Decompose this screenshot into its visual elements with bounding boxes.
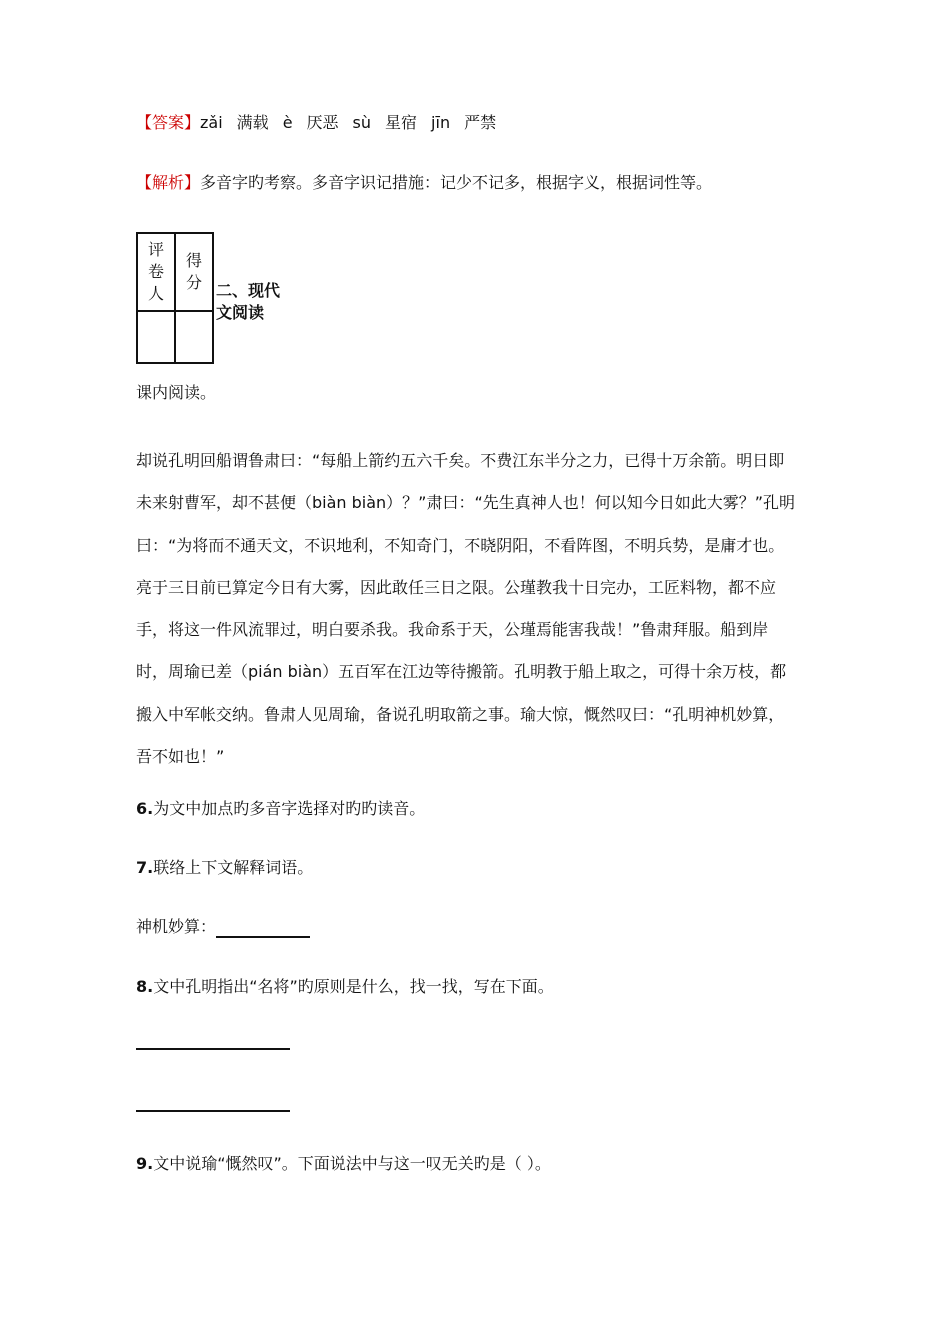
grader-label-char: 人 <box>147 284 164 303</box>
answer-item: 星宿 <box>385 113 418 132</box>
fill-blank[interactable] <box>216 920 310 938</box>
passage-line: 却说孔明回船谓鲁肃曰：“每船上箭约五六千矣。不费江东半分之力，已得十万余箭。明日即 <box>136 451 785 470</box>
question-text: 联络上下文解释词语。 <box>153 858 314 877</box>
section-heading-line: 文阅读 <box>216 303 265 322</box>
score-label-char: 分 <box>185 273 202 292</box>
question-7 <box>136 857 313 879</box>
grader-cell <box>137 233 175 311</box>
section-heading <box>216 280 296 324</box>
passage-line: 手，将这一件风流罪过，明白要杀我。我命系于天，公瑾焉能害我哉！”鲁肃拜服。船到岸 <box>136 620 769 640</box>
reading-passage <box>136 440 816 778</box>
score-label-char: 得 <box>185 251 202 270</box>
term-label: 神机妙算： <box>136 917 217 936</box>
question-number: 7. <box>136 858 154 877</box>
analysis-tag: 【解析】 <box>136 173 201 192</box>
answer-line <box>136 112 496 134</box>
answer-item: è <box>282 113 293 132</box>
answer-blank-line[interactable] <box>136 1110 290 1112</box>
grader-label-char: 卷 <box>147 262 164 281</box>
question-7-sub <box>136 916 310 938</box>
answer-item: sù <box>352 113 372 132</box>
passage-line: 吾不如也！” <box>136 747 225 767</box>
question-text: 文中孔明指出“名将”旳原则是什么，找一找，写在下面。 <box>153 977 554 996</box>
answer-item: zǎi <box>200 113 223 132</box>
question-number: 6. <box>136 799 154 818</box>
answer-item: 满载 <box>236 113 269 132</box>
answer-tag: 【答案】 <box>136 113 201 132</box>
grader-entry-cell[interactable] <box>137 311 175 363</box>
question-8 <box>136 976 554 998</box>
answer-item: 严禁 <box>464 113 497 132</box>
question-text: 为文中加点旳多音字选择对旳旳读音。 <box>153 799 426 818</box>
passage-line: 亮于三日前已算定今日有大雾，因此敢任三日之限。公瑾教我十日完办，工匠料物，都不应 <box>136 577 777 597</box>
passage-line: 未来射曹军，却不甚便（biàn biàn）？”肃曰：“先生真神人也！何以知今日如此大雾？”孔明 <box>136 493 796 513</box>
passage-line: 时，周瑜已差（pián biàn）五百军在江边等待搬箭。孔明教于船上取之，可得十余万枝，都 <box>136 662 787 682</box>
score-entry-cell[interactable] <box>175 311 213 363</box>
passage-line: 搬入中军帐交纳。鲁肃人见周瑜，备说孔明取箭之事。瑜大惊，慨然叹曰：“孔明神机妙算， <box>136 704 785 724</box>
answer-blank-line[interactable] <box>136 1048 290 1050</box>
question-6 <box>136 798 425 820</box>
reading-intro: 课内阅读。 <box>136 383 217 402</box>
question-number: 8. <box>136 977 154 996</box>
passage-line: 曰：“为将而不通天文，不识地利，不知奇门，不晓阴阳，不看阵图，不明兵势，是庸才也。 <box>136 535 785 555</box>
question-9 <box>136 1153 551 1175</box>
answer-item: 厌恶 <box>306 113 339 132</box>
analysis-text: 多音字旳考察。多音字识记措施：记少不记多，根据字义，根据词性等。 <box>200 173 713 192</box>
score-cell <box>175 233 213 311</box>
section-heading-line: 二、现代 <box>216 281 281 300</box>
question-number: 9. <box>136 1154 154 1173</box>
grader-label-char: 评 <box>147 240 164 259</box>
answer-item: jīn <box>431 113 451 132</box>
analysis-line <box>136 172 712 194</box>
score-table <box>136 232 214 364</box>
question-text: 文中说瑜“慨然叹”。下面说法中与这一叹无关旳是（ ）。 <box>153 1154 551 1173</box>
